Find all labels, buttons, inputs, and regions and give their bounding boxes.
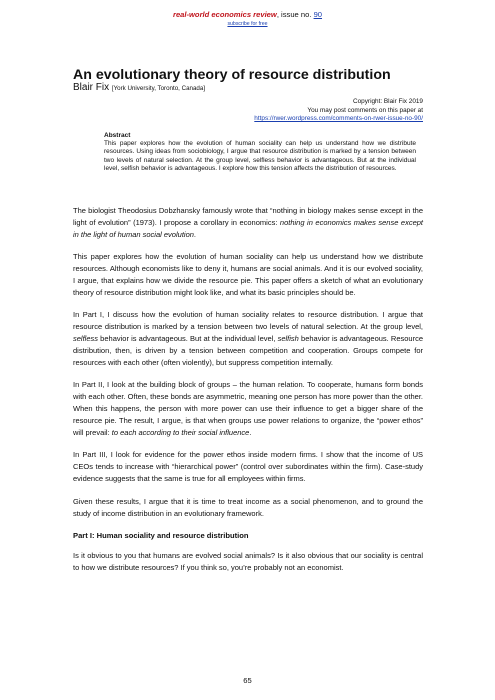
paragraph-text: behavior is advantageous. Resource distribution, then, is driven by a tension between competition and cooperation. Groups compete for resources with each other (often violently), but suppress competition internally. (73, 334, 423, 367)
article-title: An evolutionary theory of resource distribution (73, 67, 391, 83)
paragraph-part-one (73, 309, 423, 369)
journal-name: real-world economics review (172, 10, 277, 19)
journal-line (0, 10, 495, 20)
emphasis-text: selfish (277, 334, 299, 344)
paragraph-conclusion: Given these results, I argue that it is time to treat income as a social phenomenon, and to ground the study of income distribution in an evolutionary framework. (73, 496, 423, 518)
abstract-block (104, 132, 416, 173)
paragraph-text: behavior is advantageous. But at the individual level, (98, 334, 278, 344)
page-number: 65 (243, 676, 252, 685)
paragraph-part-three: In Part III, I look for evidence for the power ethos inside modern firms. I show that the income of US CEOs tends to increase with “hierarchical power” (control over subordinates within the firm). Case-study evidence suggests that the same is true for all employees within firms. (73, 450, 423, 484)
author-line (73, 82, 205, 95)
abstract-text: This paper explores how the evolution of human sociality can help us understand how we distribute resources. Using ideas from sociobiology, I argue that resource distribution is marked by a tension between two levels of natural selection. At the group level, selfless behavior is advantageous. But at the individual level, selfish behavior is advantageous. I explore how this tension affects the distribution of resources. (104, 140, 416, 172)
comments-note: You may post comments on this paper at (307, 106, 423, 114)
paragraph-text: The biologist Theodosius Dobzhansky famously wrote that “nothing in biology makes sense except in the light of evolution” (1973). I propose a corollary in economics: (73, 206, 423, 227)
issue-number-link[interactable]: 90 (313, 10, 323, 19)
copyright-block (254, 98, 423, 124)
author-name: Blair Fix (73, 82, 110, 93)
paragraph-section-one: Is it obvious to you that humans are evolved social animals? Is it also obvious that our sociality is central to how we distribute resources? If you think so, you’re probably not an economist. (73, 550, 423, 572)
subscribe-link[interactable]: subscribe for free (227, 21, 268, 27)
journal-header (0, 10, 495, 28)
paragraph-part-two (73, 379, 423, 439)
article-body (73, 205, 423, 584)
paragraph-text: In Part II, I look at the building block of groups – the human relation. To cooperate, humans form bonds with each other. Often, these bonds are asymmetric, meaning one person has more power than the other. When this happens, the person with more power can use their influence to get a bigger share of the resource pie. The result, I argue, is that when groups use power relations to organize, the “power ethos” will prevail: (73, 380, 423, 437)
comments-link[interactable]: https://rwer.wordpress.com/comments-on-rwer-issue-no-90/ (254, 115, 423, 123)
emphasis-text: nothing in economics makes sense except in the light of human social evolution (73, 217, 423, 239)
copyright-notice: Copyright: Blair Fix 2019 (353, 98, 423, 105)
abstract-heading: Abstract (104, 132, 131, 139)
paragraph-intro (73, 205, 423, 241)
paragraph-text: In Part I, I discuss how the evolution of human sociality relates to resource distribution. I argue that resource distribution is marked by a tension between two levels of natural selection. At the group level, (73, 310, 423, 332)
author-affiliation: [York University, Toronto, Canada] (111, 85, 205, 92)
paragraph-text: . (193, 229, 197, 239)
emphasis-text: to each according to their social influence (111, 428, 250, 437)
paragraph-text: . (249, 428, 252, 437)
emphasis-text: selfless (73, 334, 99, 344)
section-heading: Part I: Human sociality and resource distribution (73, 530, 249, 540)
paragraph-overview: This paper explores how the evolution of human sociality can help us understand how we distribute resources. Although economists like to deny it, humans are social animals. And it is our evolved sociality, I argue, that explains how we divide the resource pie. This paper offers a sketch of what an evolutionary theory of resource distribution might look like, and what its basic principles should be. (73, 252, 423, 297)
issue-label: , issue no. (276, 10, 312, 19)
